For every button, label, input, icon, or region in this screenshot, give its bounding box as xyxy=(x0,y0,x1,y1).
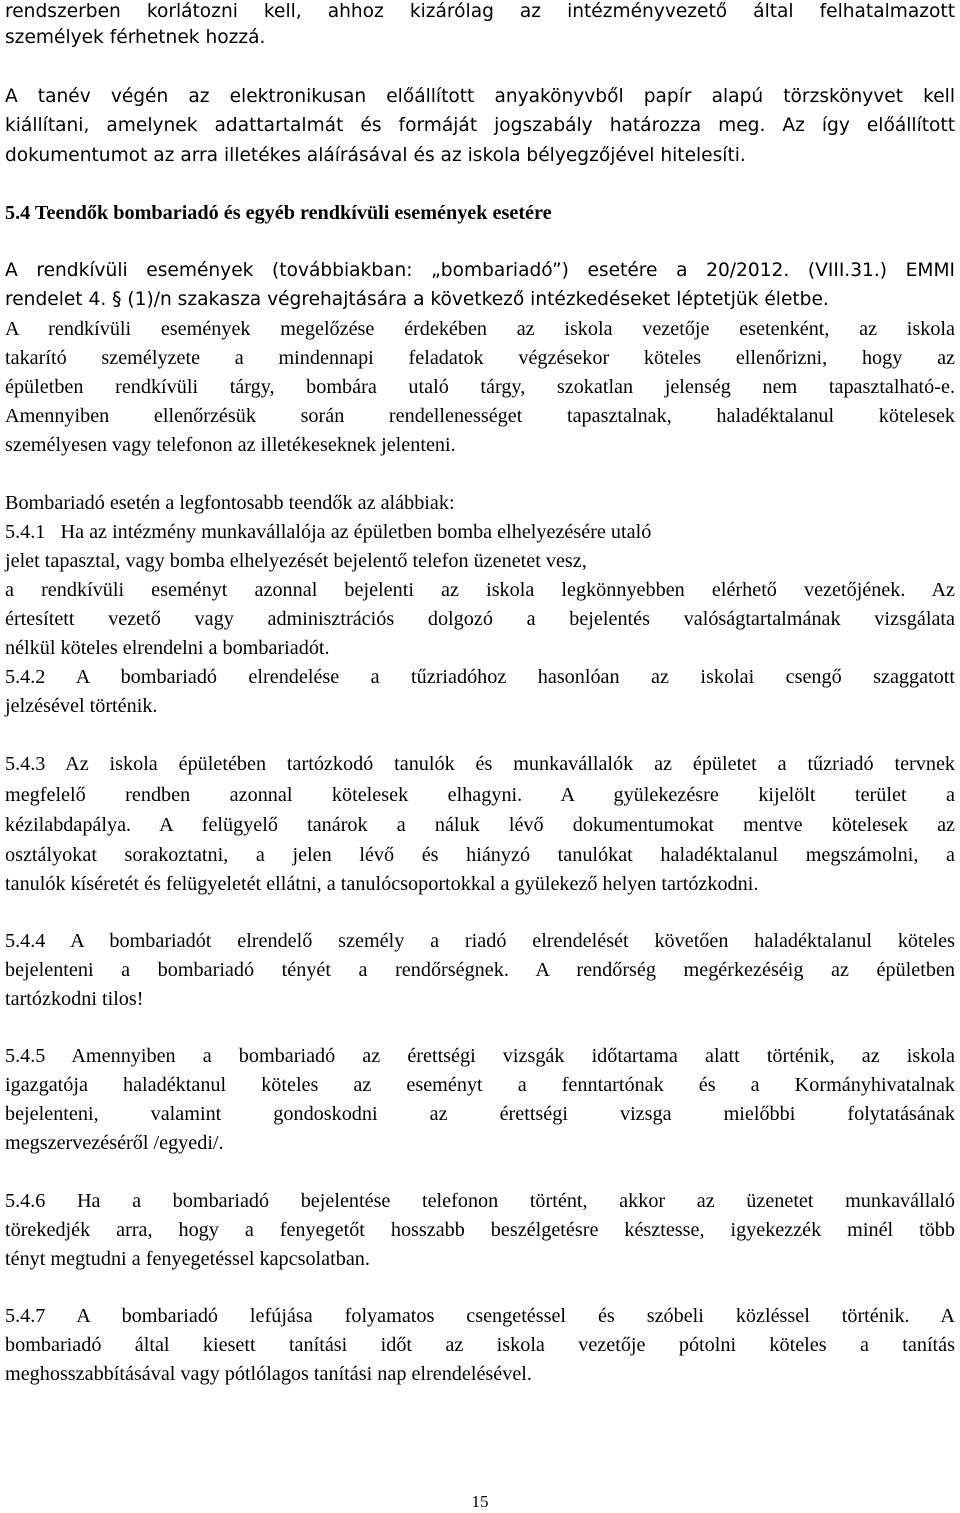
text-line: törekedjék arra, hogy a fenyegetőt hosszabb beszélgetésre késztesse, igyekezzék minél több xyxy=(5,1219,955,1241)
text-line: tényt megtudni a fenyegetéssel kapcsolatban. xyxy=(5,1248,370,1270)
text-line: A rendkívüli események megelőzése érdekében az iskola vezetője esetenként, az iskola xyxy=(5,318,955,340)
text-line: nélkül köteles elrendelni a bombariadót. xyxy=(5,637,330,659)
page-number: 15 xyxy=(471,1492,489,1511)
text-line: a rendkívüli eseményt azonnal bejelenti az iskola legkönnyebben elérhető vezetőjének. Az xyxy=(5,579,955,601)
text-line: rendszerben korlátozni kell, ahhoz kizárólag az intézményvezető által felhatalmazott xyxy=(5,1,955,22)
text-line: épületben rendkívüli tárgy, bombára utaló tárgy, szokatlan jelenség nem tapasztalható-e. xyxy=(5,376,955,398)
text-line: 5.4.3 Az iskola épületében tartózkodó tanulók és munkavállalók az épületet a tűzriadó tervnek xyxy=(5,753,955,775)
text-line: A rendkívüli események (továbbiakban: „bombariadó”) esetére a 20/2012. (VIII.31.) EMMI xyxy=(5,260,955,281)
text-line: jelzésével történik. xyxy=(5,695,158,717)
text-line: rendelet 4. § (1)/n szakasza végrehajtására a következő intézkedéseket léptetjük életbe. xyxy=(5,289,829,310)
text-line: osztályokat sorakoztatni, a jelen lévő és hiányzó tanulókat haladéktalanul megszámolni, a xyxy=(5,844,955,866)
text-line: A tanév végén az elektronikusan előállított anyakönyvből papír alapú törzskönyvet kell xyxy=(5,86,955,107)
text-line: 5.4.5 Amennyiben a bombariadó az érettségi vizsgák időtartama alatt történik, az iskola xyxy=(5,1045,955,1067)
text-line: dokumentumot az arra illetékes aláírásával és az iskola bélyegzőjével hitelesíti. xyxy=(5,145,746,166)
section-heading: 5.4 Teendők bombariadó és egyéb rendkívüli események esetére xyxy=(5,202,552,224)
text-line: jelet tapasztal, vagy bomba elhelyezését bejelentő telefon üzenetet vesz, xyxy=(5,550,587,572)
text-line: 5.4.6 Ha a bombariadó bejelentése telefonon történt, akkor az üzenetet munkavállaló xyxy=(5,1190,955,1212)
text-line: 5.4.7 A bombariadó lefújása folyamatos csengetéssel és szóbeli közléssel történik. A xyxy=(5,1305,955,1327)
text-line: megszervezéséről /egyedi/. xyxy=(5,1132,224,1154)
text-line: 5.4.2 A bombariadó elrendelése a tűzriadóhoz hasonlóan az iskolai csengő szaggatott xyxy=(5,666,955,688)
text-line: személyesen vagy telefonon az illetékeseknek jelenteni. xyxy=(5,434,456,456)
text-line: értesített vezető vagy adminisztrációs dolgozó a bejelentés valóságtartalmának vizsgálata xyxy=(5,608,955,630)
text-line: bombariadó által kiesett tanítási időt az iskola vezetője pótolni köteles a tanítás xyxy=(5,1334,955,1356)
text-line: bejelenteni a bombariadó tényét a rendőrségnek. A rendőrség megérkezéséig az épületben xyxy=(5,959,955,981)
text-line: 5.4.4 A bombariadót elrendelő személy a riadó elrendelését követően haladéktalanul köteles xyxy=(5,930,955,952)
text-line: megfelelő rendben azonnal kötelesek elhagyni. A gyülekezésre kijelölt terület a xyxy=(5,784,955,806)
text-line: személyek férhetnek hozzá. xyxy=(5,27,266,48)
text-line: bejelenteni, valamint gondoskodni az érettségi vizsga mielőbbi folytatásának xyxy=(5,1103,955,1125)
text-line: 5.4.1 Ha az intézmény munkavállalója az épületben bomba elhelyezésére utaló xyxy=(5,521,652,543)
text-line: meghosszabbításával vagy pótlólagos tanítási nap elrendelésével. xyxy=(5,1363,532,1385)
text-line: tanulók kíséretét és felügyeletét ellátni, a tanulócsoportokkal a gyülekező helyen tartózkodni. xyxy=(5,873,759,895)
text-line: igazgatója haladéktanul köteles az eseményt a fenntartónak és a Kormányhivatalnak xyxy=(5,1074,955,1096)
text-line: Amennyiben ellenőrzésük során rendellenességet tapasztalnak, haladéktalanul kötelesek xyxy=(5,405,955,427)
lead-line: Bombariadó esetén a legfontosabb teendők az alábbiak: xyxy=(5,492,455,514)
text-line: tartózkodni tilos! xyxy=(5,988,144,1010)
text-line: takarító személyzete a mindennapi feladatok végzésekor köteles ellenőrizni, hogy az xyxy=(5,347,955,369)
text-line: kiállítani, amelynek adattartalmát és formáját jogszabály határozza meg. Az így előállított xyxy=(5,115,955,136)
text-line: kézilabdapálya. A felügyelő tanárok a náluk lévő dokumentumokat mentve kötelesek az xyxy=(5,814,955,836)
